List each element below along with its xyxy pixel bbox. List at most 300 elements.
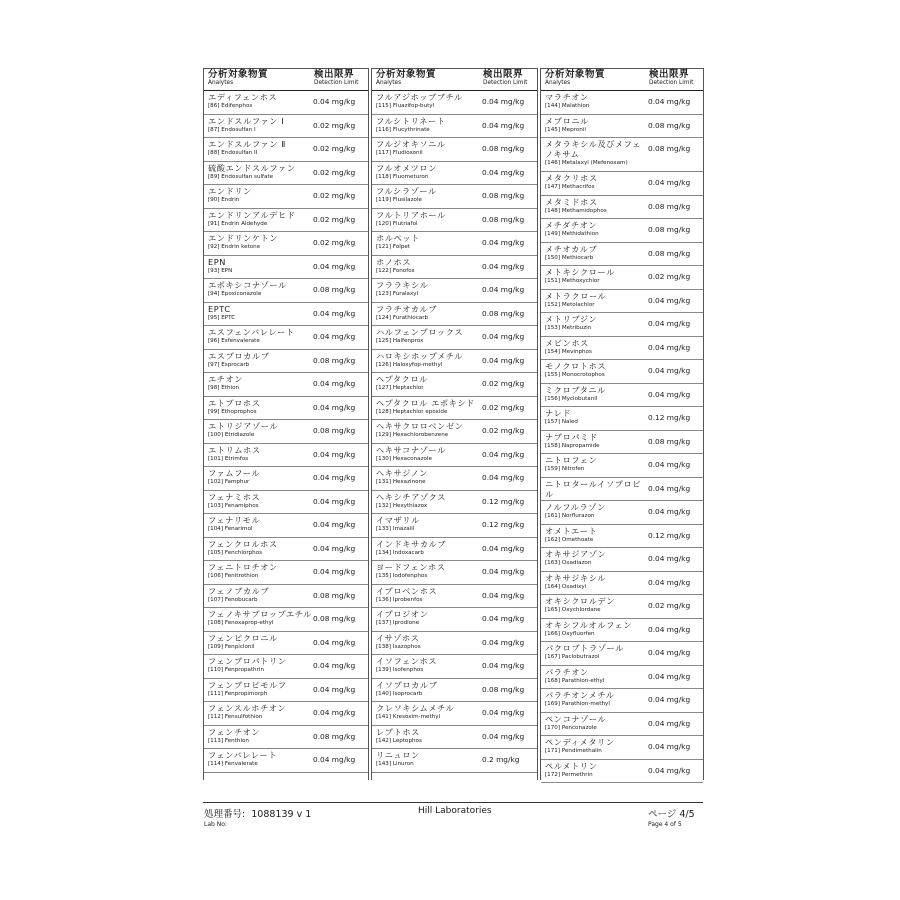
analyte-name-cell [204, 726, 313, 749]
table-row [541, 115, 703, 139]
analyte-name-en: [156] Myclobutanil [545, 395, 598, 402]
detection-limit: 0.02 mg/kg [313, 238, 356, 247]
table-row [372, 303, 537, 327]
analyte-name-en: [146] Metalaxyl (Mefenoxam) [545, 160, 628, 166]
detection-limit: 0.08 mg/kg [313, 426, 356, 435]
analyte-name-ja: EPTC [208, 303, 231, 314]
analyte-name-ja: ファムフール [208, 468, 261, 478]
analyte-name-cell [204, 561, 313, 584]
analyte-name-ja: エンドリンアルデヒド [208, 209, 296, 220]
detection-limit: 0.08 mg/kg [313, 285, 356, 294]
analyte-name-cell [541, 407, 648, 430]
column-header [204, 69, 368, 91]
analyte-name-cell [372, 679, 482, 702]
detection-limit: 0.04 mg/kg [313, 402, 356, 412]
table-row [372, 350, 537, 374]
analyte-name-ja: フェノキサプロップエチル [208, 609, 312, 619]
limit-header [649, 70, 701, 86]
detection-limit: 0.04 mg/kg [313, 261, 356, 271]
analyte-name-ja: オキシフルオルフェン [545, 619, 633, 630]
detection-limit: 0.04 mg/kg [482, 332, 525, 341]
analyte-name-cell [541, 115, 648, 138]
analyte-name-ja: エンドリン [208, 186, 252, 196]
detection-limit: 0.04 mg/kg [482, 238, 525, 247]
table-row [541, 642, 703, 666]
analyte-name-ja: ナプロパミド [545, 431, 598, 442]
detection-limit: 0.04 mg/kg [648, 648, 691, 657]
analyte-name-cell [204, 585, 313, 608]
analyte-name-en: [108] Fenoxaprop-ethyl [208, 620, 274, 626]
analyte-name-cell [372, 467, 482, 490]
analyte-name-en: [109] Fenpiclonil [208, 643, 255, 650]
lab-number-line [204, 806, 311, 820]
analyte-name-cell [204, 232, 313, 255]
analytes-table [203, 68, 703, 780]
analyte-name-ja: ノルフルラゾン [545, 502, 606, 512]
detection-limit: 0.04 mg/kg [482, 637, 525, 647]
analyte-name-ja: エスプロカルブ [208, 350, 270, 361]
table-row [541, 689, 703, 713]
analyte-name-ja: メトキシクロール [545, 267, 615, 277]
detection-limit: 0.08 mg/kg [482, 191, 525, 200]
detection-limit: 0.04 mg/kg [482, 97, 525, 106]
analyte-name-cell [204, 162, 313, 185]
detection-limit: 0.08 mg/kg [313, 355, 356, 365]
analyte-name-en: [120] Flutriafol [376, 220, 418, 227]
table-row [204, 561, 368, 585]
analyte-name-cell [204, 326, 313, 349]
table-row [541, 736, 703, 760]
analyte-name-cell [204, 397, 313, 420]
analyte-name-ja: フェナリモル [208, 515, 261, 525]
detection-limit: 0.02 mg/kg [313, 144, 356, 153]
analyte-name-en: [170] Penconazole [545, 724, 597, 731]
analyte-name-ja: ペンディメタリン [545, 737, 615, 747]
analyte-column-2 [371, 68, 538, 780]
detection-limit: 0.04 mg/kg [313, 755, 356, 764]
table-row [204, 420, 368, 444]
column-header [541, 69, 703, 91]
table-row [541, 266, 703, 290]
detection-limit: 0.04 mg/kg [482, 731, 525, 741]
detection-limit: 0.04 mg/kg [313, 332, 356, 341]
analyte-name-cell [372, 185, 482, 208]
table-row [541, 713, 703, 737]
analyte-column-1 [203, 68, 369, 780]
analyte-name-cell [372, 655, 482, 678]
analyte-name-ja: フェノブカルブ [208, 585, 270, 596]
analytes-header-en: Analytes [208, 79, 234, 86]
limit-header-en: Detection Limit [649, 79, 694, 86]
detection-limit: 0.04 mg/kg [648, 554, 691, 563]
table-row [204, 702, 368, 726]
analyte-name-en: [147] Methacrifos [545, 184, 595, 190]
analyte-name-en: [163] Oxadiazon [545, 560, 592, 566]
analyte-name-en: [128] Heptachlor epoxide [376, 408, 448, 415]
analyte-name-ja: メチオカルブ [545, 243, 598, 254]
detection-limit: 0.02 mg/kg [648, 272, 691, 281]
detection-limit: 0.12 mg/kg [648, 530, 691, 540]
analyte-name-ja: ヘキサクロロベンゼン [376, 421, 464, 431]
table-row [204, 514, 368, 538]
analyte-name-cell [541, 595, 648, 618]
analyte-name-en: [162] Omethoate [545, 536, 594, 543]
analyte-name-en: [123] Furalaxyl [376, 291, 419, 297]
analyte-column-3 [540, 68, 704, 780]
detection-limit: 0.02 mg/kg [313, 191, 356, 200]
analyte-name-ja: イプロベンホス [376, 585, 438, 596]
table-row [372, 162, 537, 186]
analyte-name-en: [152] Metolachlor [545, 301, 595, 308]
table-row [204, 185, 368, 209]
detection-limit: 0.04 mg/kg [648, 577, 691, 587]
table-row [541, 337, 703, 361]
table-row [372, 373, 537, 397]
analyte-name-cell [204, 749, 313, 772]
analyte-name-ja: イプロジオン [376, 609, 429, 619]
analyte-name-cell [372, 303, 482, 326]
analyte-name-ja: フェンプロピモルフ [208, 679, 287, 690]
analyte-name-en: [144] Malathion [545, 103, 590, 109]
detection-limit: 0.04 mg/kg [648, 342, 691, 352]
detection-limit: 0.04 mg/kg [313, 684, 356, 694]
table-row [204, 397, 368, 421]
analyte-name-en: [118] Fluometuron [376, 173, 429, 180]
analyte-name-ja: メプロニル [545, 115, 589, 126]
analyte-name-en: [106] Fenitrothion [208, 573, 259, 579]
analyte-name-ja: イソフェンホス [376, 656, 438, 666]
analyte-name-en: [86] Edifenphos [208, 103, 253, 109]
analyte-name-ja: オキシクロルデン [545, 596, 615, 606]
analyte-name-en: [114] Fenvalerate [208, 761, 258, 767]
detection-limit: 0.08 mg/kg [482, 308, 525, 318]
analyte-name-en: [116] Flucythrinate [376, 126, 430, 133]
detection-limit: 0.08 mg/kg [313, 731, 356, 741]
analyte-name-ja: パクロブトラゾール [545, 643, 624, 653]
analyte-name-en: [121] Folpet [376, 244, 410, 250]
analyte-name-en: [132] Hexythiazox [376, 502, 428, 509]
analyte-name-ja: メタミドホス [545, 196, 598, 207]
table-row [541, 572, 703, 596]
analyte-name-ja: メタラキシル及びメフェノキサム [545, 139, 641, 159]
analyte-name-cell [204, 91, 313, 114]
table-row [372, 726, 537, 750]
analyte-name-ja: オキサジアゾン [545, 549, 607, 559]
analyte-name-cell [541, 266, 648, 289]
analyte-name-cell [204, 444, 313, 467]
detection-limit: 0.04 mg/kg [313, 543, 356, 553]
page-number-ja: ページ 4/5 [648, 809, 695, 820]
analyte-name-en: [97] Esprocarb [208, 361, 250, 368]
detection-limit: 0.08 mg/kg [313, 614, 356, 623]
analyte-name-en: [91] Endrin Aldehyde [208, 220, 268, 227]
detection-limit: 0.08 mg/kg [482, 144, 525, 153]
detection-limit: 0.2 mg/kg [482, 755, 520, 764]
table-row [372, 561, 537, 585]
table-row [541, 219, 703, 243]
detection-limit: 0.08 mg/kg [648, 436, 691, 446]
table-row [372, 514, 537, 538]
detection-limit: 0.04 mg/kg [482, 449, 525, 459]
analytes-header-ja: 分析対象物質 [545, 69, 606, 80]
detection-limit: 0.08 mg/kg [648, 144, 691, 153]
detection-limit: 0.08 mg/kg [482, 214, 525, 224]
table-row [541, 666, 703, 690]
detection-limit: 0.04 mg/kg [648, 742, 691, 751]
analyte-name-cell [541, 196, 648, 219]
table-row [372, 420, 537, 444]
analyte-name-cell [204, 467, 313, 490]
table-row [372, 397, 537, 421]
lab-name: Hill Laboratories [418, 806, 492, 816]
analyte-name-en: [161] Norflurazon [545, 513, 595, 519]
analyte-name-cell [372, 350, 482, 373]
analyte-name-cell [541, 525, 648, 548]
analyte-name-cell [372, 608, 482, 631]
analyte-name-cell [541, 337, 648, 360]
analyte-name-en: [164] Oxadixyl [545, 583, 587, 590]
table-row [372, 326, 537, 350]
analyte-name-ja: フェンプロパトリン [208, 656, 287, 666]
analyte-name-cell [372, 444, 482, 467]
table-row [204, 373, 368, 397]
analyte-name-ja: ナレド [545, 408, 572, 418]
analyte-name-cell [204, 256, 313, 279]
limit-header-ja: 検出限界 [649, 69, 690, 80]
analyte-name-cell [204, 373, 313, 396]
analyte-name-ja: リニュロン [376, 750, 420, 760]
analyte-name-ja: フララキシル [376, 280, 429, 290]
analyte-name-cell [541, 360, 648, 383]
analyte-name-cell [204, 679, 313, 702]
detection-limit: 0.04 mg/kg [648, 295, 691, 305]
detection-limit: 0.04 mg/kg [648, 718, 691, 728]
analyte-name-en: [138] Isazophos [376, 643, 421, 650]
detection-limit: 0.08 mg/kg [313, 590, 356, 600]
analyte-name-ja: インドキサカルブ [376, 538, 447, 549]
analyte-name-ja: フェナミホス [208, 491, 261, 502]
analyte-name-ja: フルシラゾール [376, 186, 437, 196]
detection-limit: 0.08 mg/kg [648, 201, 691, 211]
analyte-name-en: [134] Indoxacarb [376, 549, 424, 556]
table-row [372, 115, 537, 139]
detection-limit: 0.04 mg/kg [313, 637, 356, 647]
analyte-name-cell [372, 279, 482, 302]
analyte-name-en: [113] Fenthion [208, 737, 249, 744]
analyte-name-cell [372, 138, 482, 161]
analyte-name-ja: フルジオキソニル [376, 139, 446, 149]
table-row [541, 431, 703, 455]
analyte-name-cell [541, 384, 648, 407]
analyte-name-ja: ハロキシホップメチル [376, 350, 464, 361]
analyte-name-ja: メチダチオン [545, 220, 598, 230]
detection-limit: 0.02 mg/kg [482, 379, 525, 388]
table-row [372, 632, 537, 656]
analyte-name-cell [372, 491, 482, 514]
analyte-name-en: [102] Famphur [208, 479, 250, 485]
analyte-name-ja: フェンチオン [208, 726, 261, 737]
detection-limit: 0.04 mg/kg [482, 355, 525, 365]
analyte-name-cell [541, 666, 648, 689]
analyte-name-en: [133] Imazalil [376, 526, 415, 532]
detection-limit: 0.04 mg/kg [648, 97, 691, 106]
table-row [204, 585, 368, 609]
table-row [372, 679, 537, 703]
analyte-name-en: [99] Ethoprophos [208, 408, 257, 415]
analyte-name-en: [153] Metribuzin [545, 325, 592, 331]
detection-limit: 0.04 mg/kg [482, 261, 525, 271]
analyte-name-en: [148] Methamidophos [545, 207, 607, 214]
column-header [372, 69, 537, 91]
analyte-name-cell [541, 713, 648, 736]
table-row [372, 538, 537, 562]
analytes-header [545, 70, 605, 86]
detection-limit: 0.04 mg/kg [482, 543, 525, 553]
analyte-name-ja: メトラクロール [545, 290, 607, 301]
analyte-name-ja: ペンコナゾール [545, 713, 607, 724]
analyte-name-en: [87] Endosulfan I [208, 126, 256, 133]
table-row [372, 467, 537, 491]
analyte-name-ja: クレソキシムメチル [376, 703, 455, 713]
analyte-name-ja: フルオメツロン [376, 162, 437, 173]
analyte-name-ja: フェンクロルホス [208, 538, 278, 549]
analyte-name-en: [100] Etridiazole [208, 432, 255, 438]
analyte-name-ja: フェニトロチオン [208, 562, 278, 572]
table-row [204, 232, 368, 256]
lab-number [204, 806, 311, 828]
analyte-name-en: [168] Parathion-ethyl [545, 677, 605, 684]
table-row [541, 595, 703, 619]
limit-header-en: Detection Limit [314, 79, 359, 86]
analyte-name-ja: モノクロトホス [545, 361, 607, 371]
table-row [541, 196, 703, 220]
table-row [541, 619, 703, 643]
analyte-name-cell [372, 115, 482, 138]
analyte-name-ja: フルトリアホール [376, 209, 446, 220]
analyte-name-cell [204, 702, 313, 725]
analyte-name-ja: EPN [208, 256, 227, 267]
analyte-name-cell [372, 632, 482, 655]
analyte-name-cell [372, 585, 482, 608]
analyte-name-ja: フルシトリネート [376, 115, 446, 126]
analyte-name-cell [541, 548, 648, 571]
analyte-name-ja: エンドリンケトン [208, 233, 279, 243]
analyte-name-cell [204, 608, 313, 631]
table-row [204, 467, 368, 491]
analyte-name-cell [372, 373, 482, 396]
analyte-name-cell [204, 303, 313, 326]
analyte-name-cell [372, 420, 482, 443]
analyte-name-en: [89] Endosulfan sulfate [208, 173, 274, 180]
analyte-name-en: [101] Etrimfos [208, 455, 249, 462]
table-row [204, 209, 368, 233]
analyte-name-cell [541, 91, 648, 114]
analyte-name-cell [541, 642, 648, 665]
analytes-header [376, 70, 436, 86]
table-row [204, 326, 368, 350]
analyte-name-en: [127] Heptachlor [376, 385, 424, 391]
page-number [648, 806, 695, 828]
page-number-en: Page 4 of 5 [648, 821, 682, 828]
analyte-name-ja: エポキシコナゾール [208, 280, 287, 290]
detection-limit: 0.12 mg/kg [482, 520, 525, 529]
analyte-name-en: [149] Methidathion [545, 231, 599, 237]
analyte-name-cell [541, 290, 648, 313]
analyte-name-cell [204, 491, 313, 514]
analyte-name-en: [158] Napropamide [545, 442, 600, 449]
analyte-name-ja: ヘプタクロル エポキシド [376, 397, 475, 408]
analyte-name-ja: ヘキサコナゾール [376, 444, 446, 455]
analyte-name-ja: エンドスルファン Ⅰ [208, 115, 285, 126]
detection-limit: 0.04 mg/kg [482, 614, 525, 623]
table-row [541, 525, 703, 549]
detection-limit: 0.04 mg/kg [313, 520, 356, 529]
table-row [541, 548, 703, 572]
detection-limit: 0.02 mg/kg [482, 402, 525, 412]
analytes-header-ja: 分析対象物質 [208, 69, 269, 80]
table-row [372, 491, 537, 515]
analyte-name-en: [105] Fenchlorphos [208, 549, 263, 556]
analyte-name-cell [204, 632, 313, 655]
table-row [204, 444, 368, 468]
analyte-name-ja: ハルフェンプロックス [376, 327, 464, 337]
table-row [541, 501, 703, 525]
detection-limit: 0.04 mg/kg [313, 708, 356, 717]
footer-divider [203, 802, 703, 803]
analyte-name-cell [372, 256, 482, 279]
analytes-header-en: Analytes [376, 79, 402, 86]
table-row [204, 138, 368, 162]
analyte-name-en: [90] Endrin [208, 197, 240, 203]
analyte-name-cell [541, 760, 648, 783]
table-row [204, 726, 368, 750]
limit-header-ja: 検出限界 [314, 69, 355, 80]
table-row [204, 608, 368, 632]
analyte-name-cell [541, 454, 648, 477]
limit-header [483, 70, 535, 86]
analyte-name-en: [103] Fenamiphos [208, 502, 259, 509]
detection-limit: 0.04 mg/kg [482, 285, 525, 294]
detection-limit: 0.04 mg/kg [648, 483, 691, 493]
table-row [372, 585, 537, 609]
detection-limit: 0.04 mg/kg [648, 178, 691, 187]
analyte-name-ja: パラチオンメチル [545, 690, 615, 700]
analyte-name-en: [122] Fonofos [376, 267, 415, 274]
table-row [372, 655, 537, 679]
analyte-rows [204, 91, 368, 773]
analyte-name-cell [204, 538, 313, 561]
analyte-name-en: [142] Leptophos [376, 737, 422, 744]
analyte-name-cell [204, 209, 313, 232]
table-row [541, 454, 703, 478]
analyte-name-ja: オキサジキシル [545, 572, 607, 583]
detection-limit: 0.04 mg/kg [482, 708, 525, 717]
analyte-name-cell [541, 478, 648, 501]
table-row [541, 290, 703, 314]
analyte-name-en: [159] Nitrofen [545, 466, 585, 472]
detection-limit: 0.04 mg/kg [648, 460, 691, 469]
analyte-name-cell [372, 726, 482, 749]
analyte-name-ja: ヨードフェンホス [376, 562, 446, 572]
analyte-name-en: [115] Fluazifop-butyl [376, 103, 435, 109]
analyte-name-ja: イマザリル [376, 515, 420, 525]
limit-header [314, 70, 366, 86]
analyte-name-ja: フラチオカルブ [376, 303, 438, 314]
detection-limit: 0.12 mg/kg [482, 496, 525, 506]
detection-limit: 0.04 mg/kg [648, 624, 691, 634]
analyte-name-cell [372, 397, 482, 420]
detection-limit: 0.12 mg/kg [648, 413, 691, 422]
